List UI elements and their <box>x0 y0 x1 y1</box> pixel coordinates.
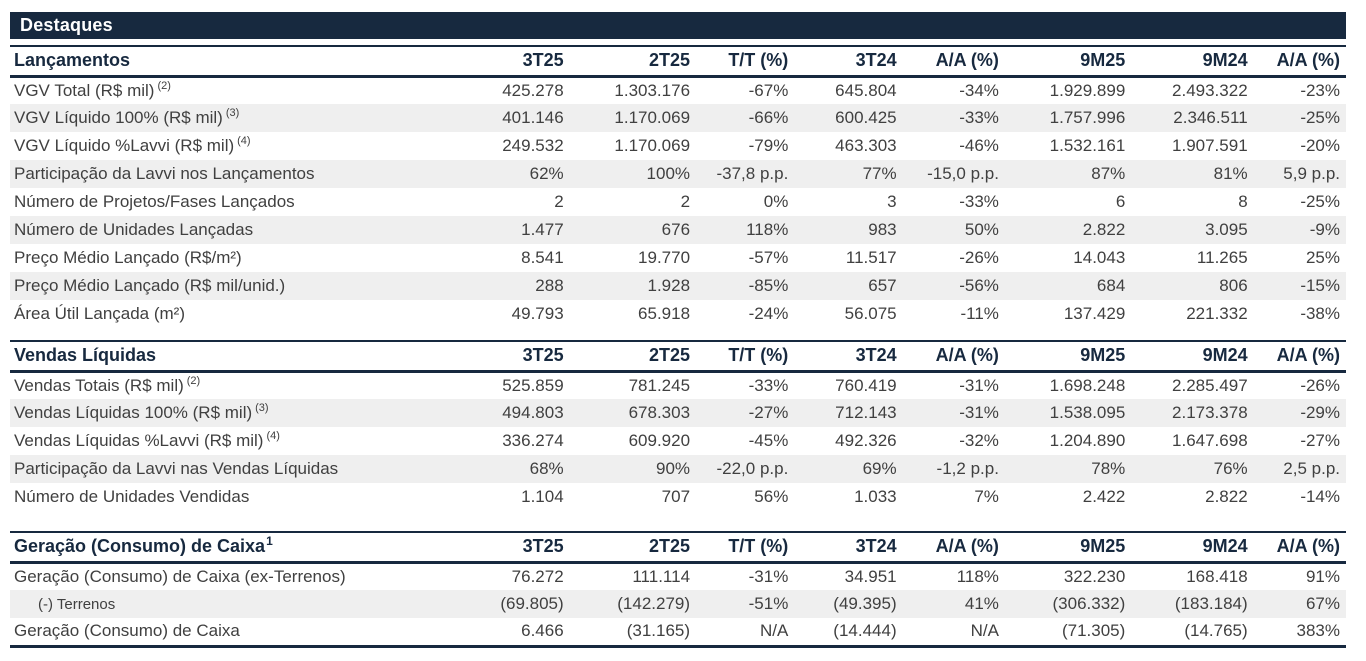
cell-value: 78% <box>1091 459 1126 478</box>
cell-value: 2.822 <box>1205 487 1248 506</box>
cell-value: 1.928 <box>647 276 691 295</box>
cell-value: -9% <box>1309 220 1340 239</box>
cell-value: 2 <box>554 192 564 211</box>
cell-value: -33% <box>959 192 999 211</box>
cell-value: -15% <box>1300 276 1340 295</box>
cell-value: 2 <box>680 192 691 211</box>
cell-value: 2.422 <box>1082 487 1126 506</box>
cell-value: 6.466 <box>521 621 564 641</box>
cell-value: -23% <box>1300 80 1340 100</box>
cell-value: 2.493.322 <box>1172 80 1248 100</box>
cell-value: -22,0 p.p. <box>716 459 789 478</box>
section-header-row <box>10 532 1346 562</box>
table-row <box>10 76 1346 104</box>
column-header: 2T25 <box>649 50 691 71</box>
column-header: 9M25 <box>1080 345 1126 366</box>
cell-value: 1.477 <box>521 220 564 239</box>
table-row <box>10 455 1346 483</box>
column-header: 3T24 <box>855 50 897 71</box>
cell-value: 34.951 <box>844 566 897 586</box>
column-header: A/A (%) <box>935 536 999 557</box>
cell-value: 49.793 <box>511 304 564 323</box>
cell-value: -24% <box>748 304 789 323</box>
table-row <box>10 132 1346 160</box>
cell-value: -27% <box>748 403 789 422</box>
cell-value: (14.444) <box>833 621 897 641</box>
table-row <box>10 244 1346 272</box>
cell-value: 645.804 <box>835 80 897 100</box>
cell-value: -46% <box>959 136 999 155</box>
cell-value: (31.165) <box>626 621 691 641</box>
cell-value: 492.326 <box>835 431 897 450</box>
column-header: A/A (%) <box>935 50 999 71</box>
row-label: (-) Terrenos <box>38 595 116 613</box>
cell-value: 14.043 <box>1073 248 1126 267</box>
cell-value: 11.265 <box>1196 248 1248 267</box>
column-header: A/A (%) <box>1276 536 1340 557</box>
cell-value: 1.907.591 <box>1172 136 1248 155</box>
cell-value: 1.538.095 <box>1049 403 1126 422</box>
table-row <box>10 483 1346 511</box>
cell-value: 676 <box>661 220 691 239</box>
cell-value: -51% <box>748 594 789 613</box>
cell-value: 62% <box>529 164 564 183</box>
section-lancamentos <box>10 45 1346 328</box>
cell-value: 19.770 <box>638 248 691 267</box>
cell-value: (142.279) <box>617 594 691 613</box>
table-row <box>10 371 1346 399</box>
cell-value: 1.204.890 <box>1049 431 1126 450</box>
cell-value: -67% <box>748 80 789 100</box>
cell-value: -15,0 p.p. <box>927 164 999 183</box>
row-label: Geração (Consumo) de Caixa <box>14 621 240 641</box>
cell-value: 600.425 <box>835 108 897 127</box>
cell-value: 168.418 <box>1186 566 1248 586</box>
cell-value: -31% <box>959 375 999 395</box>
cell-value: -85% <box>748 276 789 295</box>
cell-value: 6 <box>1115 192 1126 211</box>
cell-value: 425.278 <box>502 80 564 100</box>
cell-value: -25% <box>1300 108 1340 127</box>
cell-value: -66% <box>748 108 789 127</box>
cell-value: 657 <box>868 276 897 295</box>
cell-value: 87% <box>1091 164 1126 183</box>
cell-value: 3 <box>887 192 897 211</box>
cell-value: -20% <box>1300 136 1340 155</box>
cell-value: -26% <box>959 248 999 267</box>
cell-value: (306.332) <box>1052 594 1126 613</box>
row-label: VGV Total (R$ mil) $^{(2)}$ <box>14 80 171 100</box>
row-label: Geração (Consumo) de Caixa (ex-Terrenos) <box>14 566 346 586</box>
row-label: Preço Médio Lançado (R$ mil/unid.) <box>14 276 286 295</box>
cell-value: 50% <box>964 220 999 239</box>
table-row <box>10 562 1346 590</box>
cell-value: 383% <box>1296 621 1340 641</box>
table-row <box>10 188 1346 216</box>
cell-value: -26% <box>1300 375 1340 395</box>
cell-value: 1.170.069 <box>614 136 691 155</box>
cell-value: (14.765) <box>1184 621 1248 641</box>
cell-value: -79% <box>748 136 789 155</box>
cell-value: 1.532.161 <box>1049 136 1126 155</box>
cell-value: N/A <box>759 621 789 641</box>
cell-value: 525.859 <box>502 375 564 395</box>
row-label: Vendas Líquidas 100% (R$ mil) $^{(3)}$ <box>14 402 269 422</box>
column-header: 3T25 <box>522 345 564 366</box>
cell-value: 11.517 <box>845 248 897 267</box>
cell-value: 678.303 <box>628 403 691 422</box>
cell-value: 401.146 <box>502 108 564 127</box>
cell-value: 463.303 <box>835 136 897 155</box>
column-header: 9M24 <box>1202 50 1248 71</box>
cell-value: -56% <box>959 276 999 295</box>
column-header: 3T25 <box>522 536 564 557</box>
cell-value: 806 <box>1219 276 1248 295</box>
cell-value: 288 <box>535 276 564 295</box>
cell-value: 760.419 <box>835 375 897 395</box>
cell-value: N/A <box>970 621 999 641</box>
cell-value: 249.532 <box>502 136 564 155</box>
cell-value: 2,5 p.p. <box>1283 459 1340 478</box>
column-header: A/A (%) <box>1276 50 1340 71</box>
cell-value: 712.143 <box>835 403 897 422</box>
cell-value: 111.114 <box>632 566 691 586</box>
cell-value: 137.429 <box>1063 304 1126 323</box>
cell-value: 90% <box>656 459 691 478</box>
table-row <box>10 618 1346 646</box>
cell-value: (49.395) <box>833 594 897 613</box>
cell-value: -1,2 p.p. <box>936 459 999 478</box>
cell-value: 1.757.996 <box>1049 108 1126 127</box>
cell-value: 5,9 p.p. <box>1283 164 1340 183</box>
table-row <box>10 160 1346 188</box>
cell-value: 336.274 <box>502 431 564 450</box>
cell-value: -14% <box>1300 487 1340 506</box>
section-header-row <box>10 341 1346 371</box>
table-row <box>10 216 1346 244</box>
cell-value: 56.075 <box>844 304 897 323</box>
table-row <box>10 272 1346 300</box>
cell-value: (69.805) <box>500 594 564 613</box>
cell-value: 65.918 <box>638 304 691 323</box>
cell-value: 2.285.497 <box>1172 375 1248 395</box>
cell-value: -34% <box>959 80 999 100</box>
cell-value: -33% <box>748 375 789 395</box>
cell-value: -29% <box>1300 403 1340 422</box>
column-header: 3T25 <box>522 50 564 71</box>
cell-value: -33% <box>959 108 999 127</box>
row-label: Vendas Totais (R$ mil) $^{(2)}$ <box>14 375 201 395</box>
cell-value: 983 <box>868 220 897 239</box>
cell-value: 1.303.176 <box>614 80 691 100</box>
cell-value: -25% <box>1300 192 1340 211</box>
row-label: VGV Líquido %Lavvi (R$ mil) $^{(4)}$ <box>14 135 251 155</box>
cell-value: 2.346.511 <box>1173 108 1248 127</box>
cell-value: -31% <box>748 566 789 586</box>
row-label: Vendas Líquidas %Lavvi (R$ mil) $^{(4)}$ <box>14 430 280 450</box>
cell-value: -31% <box>959 403 999 422</box>
cell-value: 1.104 <box>521 487 564 506</box>
cell-value: 118% <box>956 566 999 586</box>
table-row <box>10 104 1346 132</box>
column-header: T/T (%) <box>728 345 789 366</box>
cell-value: 81% <box>1213 164 1248 183</box>
cell-value: 8.541 <box>521 248 564 267</box>
column-header: 3T24 <box>855 536 897 557</box>
column-header: 2T25 <box>649 345 691 366</box>
cell-value: -32% <box>959 431 999 450</box>
section-title: Geração (Consumo) de Caixa$^1$ <box>14 534 273 557</box>
cell-value: (183.184) <box>1174 594 1248 613</box>
page-title: Destaques <box>10 12 1346 39</box>
cell-value: 76% <box>1213 459 1248 478</box>
cell-value: 56% <box>754 487 789 506</box>
cell-value: 100% <box>646 164 691 183</box>
column-header: 9M24 <box>1202 345 1248 366</box>
cell-value: -45% <box>748 431 789 450</box>
column-header: 3T24 <box>855 345 897 366</box>
row-label: Preço Médio Lançado (R$/m²) <box>14 248 242 267</box>
row-label: VGV Líquido 100% (R$ mil) $^{(3)}$ <box>14 107 240 127</box>
cell-value: 2.173.378 <box>1172 403 1248 422</box>
cell-value: 781.245 <box>628 375 691 395</box>
cell-value: 322.230 <box>1063 566 1126 586</box>
cell-value: (71.305) <box>1061 621 1126 641</box>
cell-value: 2.822 <box>1082 220 1126 239</box>
cell-value: 494.803 <box>502 403 564 422</box>
column-header: 9M25 <box>1080 50 1126 71</box>
cell-value: 707 <box>661 487 691 506</box>
cell-value: 76.272 <box>511 566 564 586</box>
row-label: Número de Unidades Lançadas <box>14 220 254 239</box>
cell-value: 69% <box>862 459 897 478</box>
table-row <box>10 399 1346 427</box>
highlights-table <box>10 12 1346 648</box>
cell-value: 8 <box>1238 192 1248 211</box>
table-row <box>10 427 1346 455</box>
row-label: Participação da Lavvi nos Lançamentos <box>14 164 315 183</box>
table-row <box>10 590 1346 618</box>
section-geracao-caixa <box>10 531 1346 648</box>
row-label: Número de Projetos/Fases Lançados <box>14 192 295 211</box>
cell-value: 7% <box>974 487 999 506</box>
cell-value: 221.332 <box>1186 304 1248 323</box>
cell-value: 1.033 <box>854 487 897 506</box>
row-label: Participação da Lavvi nas Vendas Líquidas <box>14 459 339 478</box>
cell-value: 68% <box>529 459 564 478</box>
row-label: Área Útil Lançada (m²) <box>14 304 186 323</box>
cell-value: 25% <box>1305 248 1340 267</box>
cell-value: -57% <box>748 248 789 267</box>
cell-value: 684 <box>1096 276 1126 295</box>
column-header: A/A (%) <box>935 345 999 366</box>
cell-value: -27% <box>1300 431 1340 450</box>
cell-value: 67% <box>1305 594 1340 613</box>
column-header: 2T25 <box>649 536 691 557</box>
column-header: 9M25 <box>1080 536 1126 557</box>
table-row <box>10 300 1346 328</box>
section-title: Vendas Líquidas <box>14 345 157 366</box>
column-header: T/T (%) <box>728 536 789 557</box>
cell-value: 1.170.069 <box>614 108 691 127</box>
cell-value: 1.698.248 <box>1049 375 1126 395</box>
cell-value: 3.095 <box>1205 220 1248 239</box>
section-title: Lançamentos <box>14 50 131 71</box>
cell-value: -11% <box>960 304 999 323</box>
cell-value: 0% <box>763 192 789 211</box>
cell-value: -38% <box>1300 304 1340 323</box>
cell-value: 1.929.899 <box>1049 80 1126 100</box>
cell-value: 41% <box>964 594 999 613</box>
cell-value: 609.920 <box>628 431 691 450</box>
column-header: A/A (%) <box>1276 345 1340 366</box>
cell-value: 118% <box>746 220 789 239</box>
cell-value: -37,8 p.p. <box>716 164 789 183</box>
column-header: 9M24 <box>1202 536 1248 557</box>
cell-value: 1.647.698 <box>1172 431 1248 450</box>
column-header: T/T (%) <box>728 50 789 71</box>
cell-value: 77% <box>862 164 897 183</box>
section-vendas-liquidas <box>10 340 1346 511</box>
row-label: Número de Unidades Vendidas <box>14 487 250 506</box>
cell-value: 91% <box>1305 566 1340 586</box>
section-header-row <box>10 46 1346 76</box>
